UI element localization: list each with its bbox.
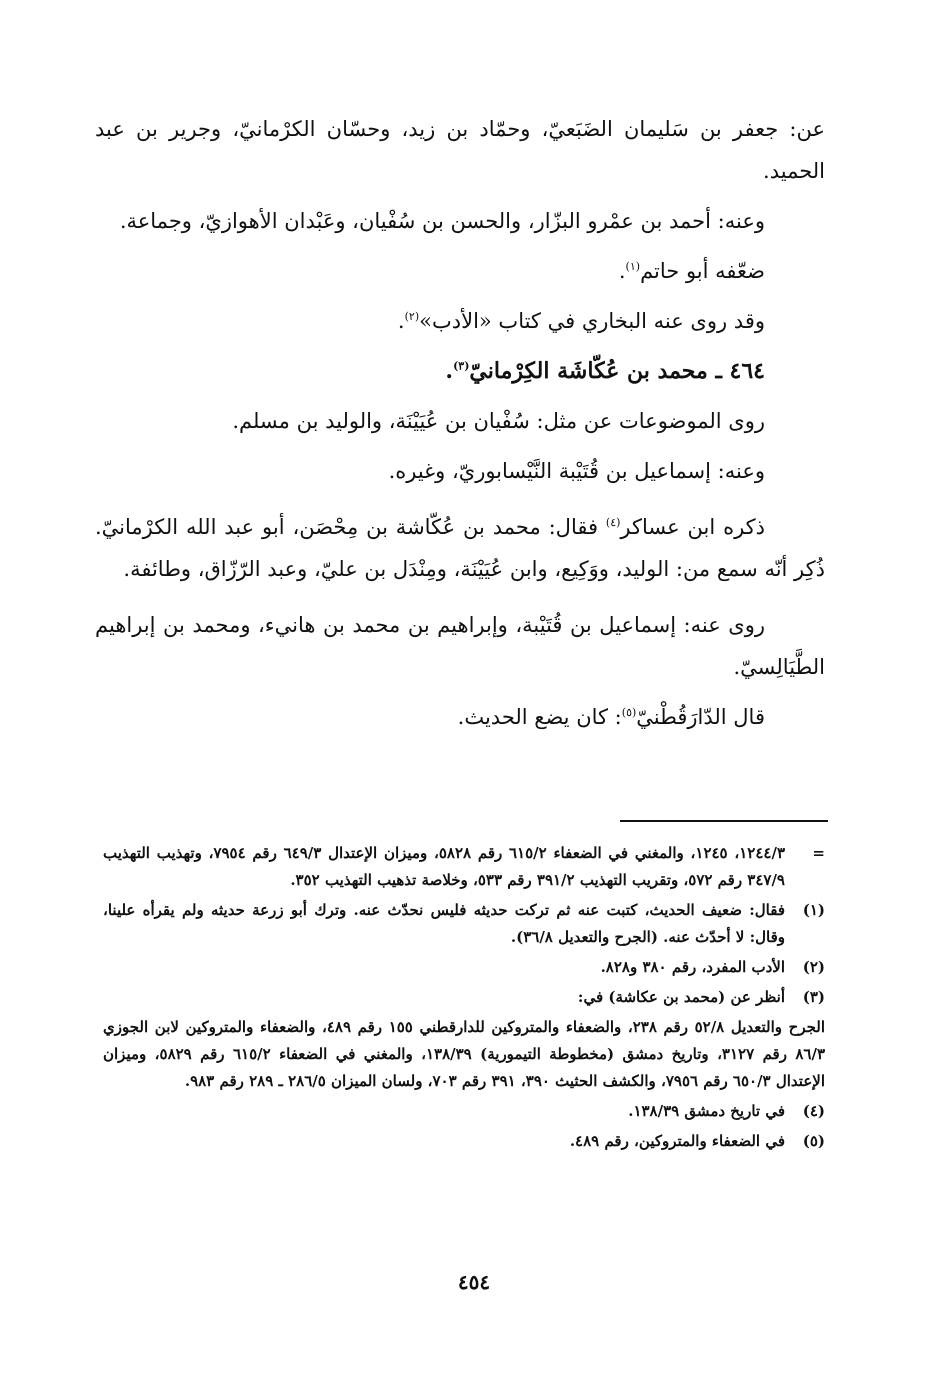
- paragraph-students-2: وعنه: إسماعيل بن قُتَيْبة النَّيْسابوريّ، وغيره.: [388, 459, 765, 483]
- footnote-ref-5[interactable]: (٥): [621, 706, 637, 719]
- footnote-4: (٤) في تاريخ دمشق ١٣٨/٣٩.: [628, 1102, 825, 1120]
- main-text: [95, 108, 825, 746]
- paragraph-fabrications: روى الموضوعات عن مثل: سُفْيان بن عُيَيْنَة، والوليد بن مسلم.: [232, 409, 765, 433]
- paragraph-daraqutni: قال الدّارَقُطْنيّ$^{(٥)}$: كان يضع الحديث.: [457, 705, 765, 729]
- footnote-3: (٣) أنظر عن (محمد بن عكاشة) في:: [577, 988, 825, 1006]
- footnote-ref-4[interactable]: (٤): [605, 516, 621, 529]
- footnote-1: (١) فقال: ضعيف الحديث، كتبت عنه ثم تركت حديثه فليس نحدّث عنه. وترك أبو زرعة حديثه ولم يقرأه علينا، وقال: لا أحدّث عنه. (الجرح والتعديل ٣٦/٨).: [103, 901, 825, 946]
- footnote-3-sources: الجرح والتعديل ٥٢/٨ رقم ٢٣٨، والضعفاء والمتروكين للدارقطني ١٥٥ رقم ٤٨٩، والضعفاء والمتروكين لابن الجوزي ٨٦/٣ رقم ٣١٢٧، وتاريخ دمشق (مخطوطة التيمورية) ١٣٨/٣٩، والمغني في الضعفاء ٦١٥/٢ رقم ٥٨٢٩، وميزان الإعتدال ٦٥٠/٣ رقم ٧٩٥٦، والكشف الحثيث ٣٩٠، ٣٩١ رقم ٧٠٣، ولسان الميزان ٢٨٦/٥ ـ ٢٨٩ رقم ٩٨٣.: [103, 1018, 826, 1090]
- paragraph-teachers: عن: جعفر بن سَليمان الضَبَعيّ، وحمّاد بن زيد، وحسّان الكرْمانيّ، وجرير بن عبد الحميد.: [95, 117, 825, 183]
- footnote-5: (٥) في الضعفاء والمتروكين، رقم ٤٨٩.: [569, 1132, 825, 1150]
- paragraph-narrators: روى عنه: إسماعيل بن قُتَيْبة، وإبراهيم بن محمد بن هانيء، ومحمد بن إبراهيم الطَّيَالِسيّ.: [95, 613, 825, 679]
- footnotes: [103, 840, 825, 1158]
- footnote-divider: [620, 820, 828, 822]
- paragraph-students: وعنه: أحمد بن عمْرو البزّار، والحسن بن سُفْيان، وعَبْدان الأهوازيّ، وجماعة.: [119, 209, 765, 233]
- footnote-ref-1[interactable]: (١): [625, 260, 641, 273]
- footnote-2: (٢) الأدب المفرد، رقم ٣٨٠ و٨٢٨.: [600, 958, 825, 976]
- paragraph-ibn-asakir: ذكره ابن عساكر$^{(٤)}$ فقال: محمد بن عُكّاشة بن مِحْصَن، أبو عبد الله الكرْمانيّ. ذُكِر أنّه سمع من: الوليد، ووَكِيع، وابن عُيَيْنَة، ومِنْدَل بن عليّ، وعبد الرّزّاق، وطائفة.: [95, 515, 825, 581]
- footnote-continued: = ١٢٤٤/٣، ١٢٤٥، والمغني في الضعفاء ٦١٥/٢ رقم ٥٨٢٨، وميزان الإعتدال ٦٤٩/٣ رقم ٧٩٥٤، وتهذيب التهذيب ٣٤٧/٩ رقم ٥٧٢، وتقريب التهذيب ٣٩١/٢ رقم ٥٣٣، وخلاصة تذهيب التهذيب ٣٥٢.: [103, 844, 825, 889]
- footnote-ref-2[interactable]: (٢): [404, 310, 420, 323]
- paragraph-bukhari: وقد روى عنه البخاري في كتاب «الأدب»$^{(٢)}$.: [397, 309, 765, 333]
- entry-heading: ٤٦٤ ـ محمد بن عُكّاشَة الكِرْمانيّ$^{(٣)}$.: [445, 358, 765, 384]
- footnote-ref-3[interactable]: (٣): [453, 359, 470, 373]
- paragraph-weakness: ضعّفه أبو حاتم$^{(١)}$.: [618, 259, 765, 283]
- page-number: ٤٥٤: [457, 1270, 491, 1294]
